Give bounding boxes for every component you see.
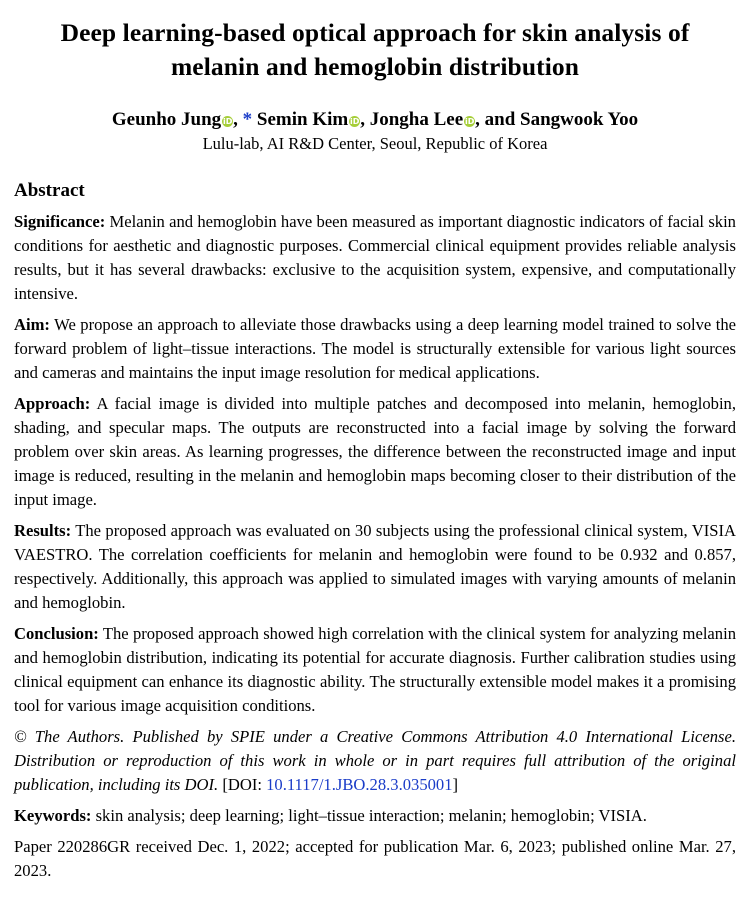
doi-prefix: [DOI: bbox=[218, 775, 267, 794]
section-label: Significance: bbox=[14, 212, 106, 231]
section-text: We propose an approach to alleviate those drawbacks using a deep learning model trained to solve the forward problem of light–tissue interactions. The model is structurally extensible for various light sources and cameras and maintains the input image resolution for medical applications. bbox=[14, 315, 736, 382]
abstract-significance bbox=[14, 210, 736, 306]
section-text: The proposed approach showed high correlation with the clinical system for analyzing melanin and hemoglobin distribution, indicating its potential for accurate diagnosis. Further calibration studies using clinical equipment can enhance its diagnostic ability. The structurally extensible model makes it a promising tool for various image acquisition conditions. bbox=[14, 624, 736, 715]
paper-history: Paper 220286GR received Dec. 1, 2022; accepted for publication Mar. 6, 2023; published online Mar. 27, 2023. bbox=[14, 837, 736, 880]
doi-suffix: ] bbox=[452, 775, 459, 794]
section-label: Aim: bbox=[14, 315, 50, 334]
abstract-heading: Abstract bbox=[14, 180, 85, 201]
author-separator: , bbox=[360, 109, 370, 130]
author-separator: , bbox=[233, 109, 243, 130]
author: Geunho Jung bbox=[111, 109, 222, 130]
affiliation: Lulu-lab, AI R&D Center, Seoul, Republic of Korea bbox=[202, 134, 548, 153]
keywords bbox=[14, 804, 736, 828]
keywords-label: Keywords: bbox=[14, 806, 92, 825]
author: Jongha Lee bbox=[369, 109, 464, 130]
abstract-conclusion bbox=[14, 622, 736, 718]
section-label: Conclusion: bbox=[14, 624, 99, 643]
abstract-approach bbox=[14, 392, 736, 512]
doi-link[interactable]: 10.1117/1.JBO.28.3.035001 bbox=[266, 775, 453, 794]
abstract-aim bbox=[14, 313, 736, 385]
orcid-icon[interactable]: iD bbox=[464, 117, 475, 126]
author-separator: , and bbox=[475, 109, 521, 130]
section-label: Approach: bbox=[14, 394, 91, 413]
author-list bbox=[14, 108, 736, 132]
license-statement bbox=[14, 725, 736, 797]
paper-title: Deep learning-based optical approach for skin analysis of melanin and hemoglobin distribution bbox=[60, 18, 690, 81]
orcid-icon[interactable]: iD bbox=[350, 117, 360, 126]
abstract-results bbox=[14, 519, 736, 615]
corresponding-author-mark[interactable]: * bbox=[242, 109, 253, 130]
author: Semin Kim bbox=[256, 109, 349, 130]
section-label: Results: bbox=[14, 521, 72, 540]
license-text: © The Authors. Published by SPIE under a Creative Commons Attribution 4.0 International License. Distribution or reproduction of this work in whole or in part requires full attribution of the original publication, including its DOI. bbox=[14, 727, 736, 794]
section-text: Melanin and hemoglobin have been measured as important diagnostic indicators of facial skin conditions for aesthetic and diagnostic purposes. Commercial clinical equipment provides reliable analysis results, but it has several drawbacks: exclusive to the acquisition system, expensive, and computationally intensive. bbox=[14, 212, 736, 303]
keywords-text: skin analysis; deep learning; light–tissue interaction; melanin; hemoglobin; VISIA. bbox=[95, 806, 647, 825]
section-text: The proposed approach was evaluated on 30 subjects using the professional clinical system, VISIA VAESTRO. The correlation coefficients for melanin and hemoglobin were found to be 0.932 and 0.857, respectively. Additionally, this approach was applied to simulated images with varying amounts of melanin and hemoglobin. bbox=[14, 521, 736, 612]
section-text: A facial image is divided into multiple patches and decomposed into melanin, hemoglobin, shading, and specular maps. The outputs are reconstructed into a facial image by solving the forward problem over skin areas. As learning progresses, the difference between the reconstructed image and input image is reduced, resulting in the melanin and hemoglobin maps becoming closer to their distribution of the input image. bbox=[14, 394, 737, 509]
orcid-icon[interactable]: iD bbox=[222, 117, 233, 126]
paper-page bbox=[14, 10, 736, 883]
author: Sangwook Yoo bbox=[520, 109, 639, 130]
